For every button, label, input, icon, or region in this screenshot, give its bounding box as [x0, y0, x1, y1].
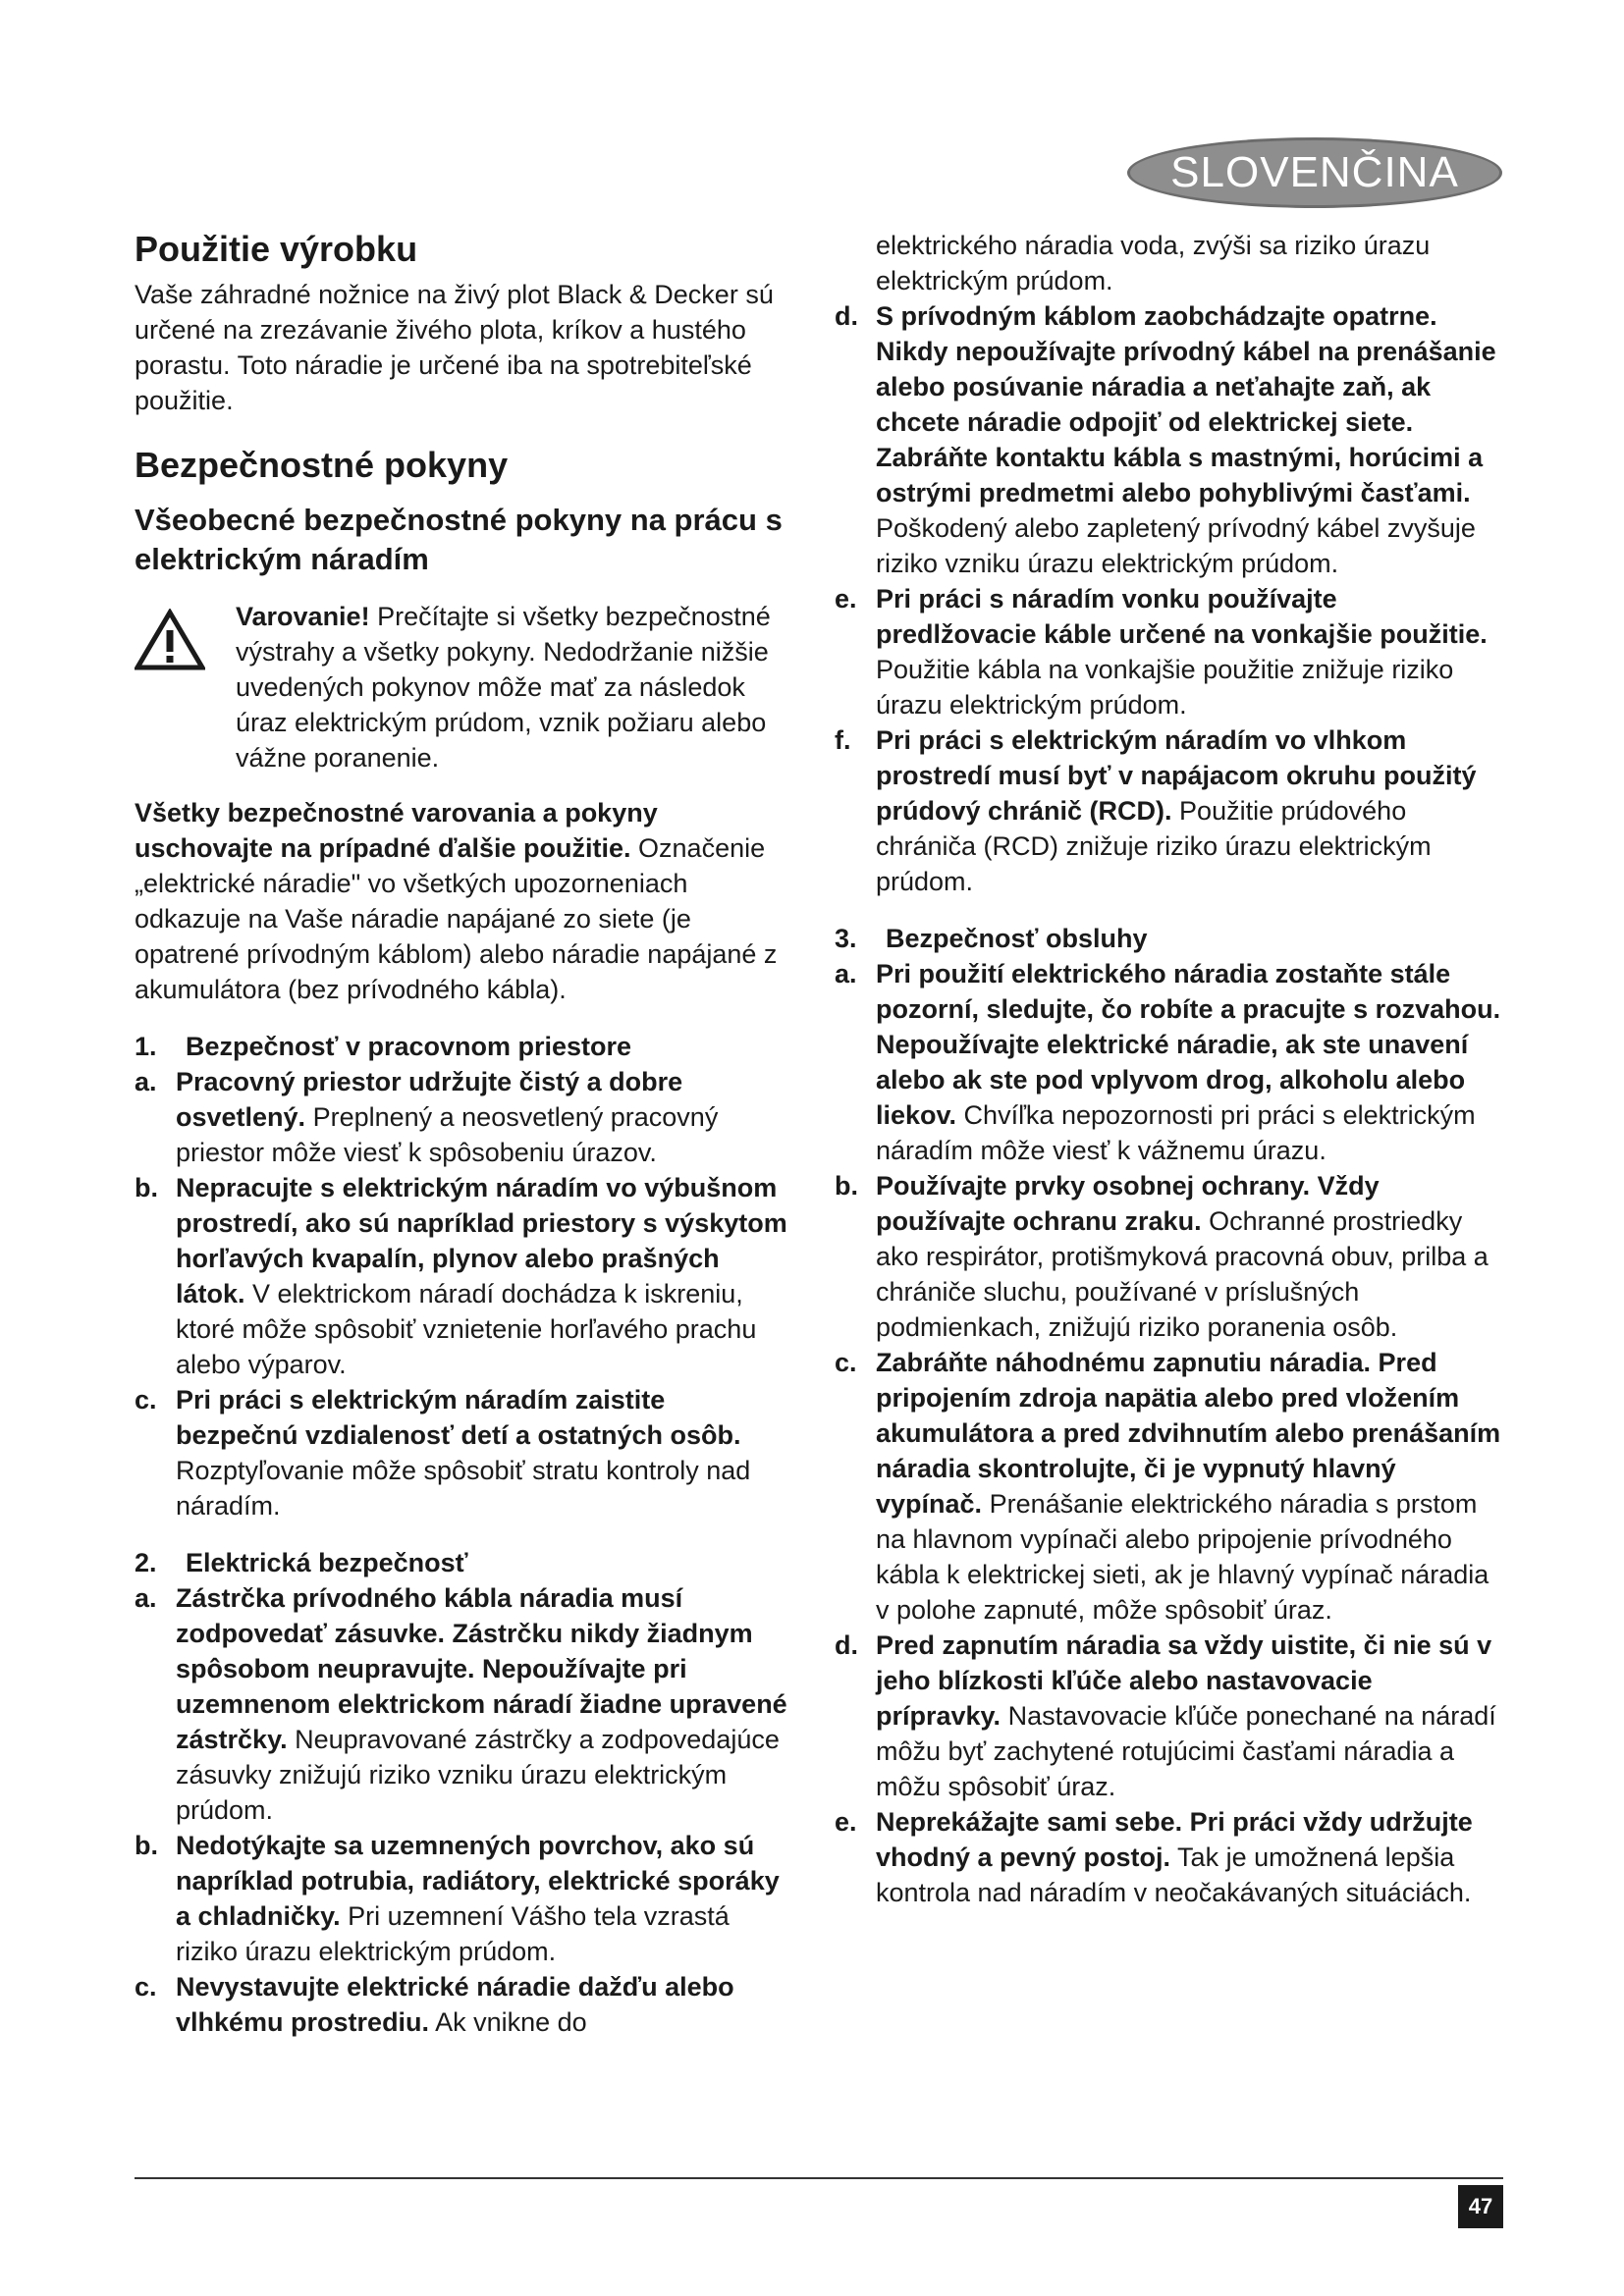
list-item: b. Nepracujte s elektrickým náradím vo výbušnom prostredí, ako sú napríklad priestory s výskytom horľavých kvapalín, plynov alebo prašných látok. V elektrickom náradí dochádza k iskreniu, ktoré môže spôsobiť vznietenie horľavého prachu alebo výparov.	[135, 1173, 787, 1379]
list-item: b. Používajte prvky osobnej ochrany. Vždy používajte ochranu zraku. Ochranné prostriedky ako respirátor, protišmyková pracovná obuv, prilba a chrániče sluchu, používané v príslušných podmienkach, znižujú riziko poranenia osôb.	[835, 1171, 1489, 1342]
list-item: c. Pri práci s elektrickým náradím zaistite bezpečnú vzdialenosť detí a ostatných osôb. Rozptyľovanie môže spôsobiť stratu kontroly nad náradím.	[135, 1385, 751, 1521]
list-item: a. Zástrčka prívodného kábla náradia musí zodpovedať zásuvke. Zástrčku nikdy žiadnym spôsobom neupravujte. Nepoužívajte pri uzemnenom elektrickom náradí žiadne upravené zástrčky. Neupravované zástrčky a zodpovedajúce zásuvky znižujú riziko vzniku úrazu elektrickým prúdom.	[135, 1583, 787, 1825]
safety-title: Bezpečnostné pokyny	[135, 445, 509, 485]
list-item: b. Nedotýkajte sa uzemnených povrchov, ako sú napríklad potrubia, radiátory, elektrické sporáky a chladničky. Pri uzemnení Vášho tela vzrastá riziko úrazu elektrickým prúdom.	[135, 1831, 780, 1966]
usage-title: Použitie výrobku	[135, 229, 418, 269]
list-item: d. S prívodným káblom zaobchádzajte opatrne. Nikdy nepoužívajte prívodný kábel na prenášanie alebo posúvanie náradia a neťahajte zaň, ak chcete náradie odpojiť od elektrickej siete. Zabráňte kontaktu kábla s mastnými, horúcimi a ostrými predmetmi alebo pohyblivými časťami. Poškodený alebo zapletený prívodný kábel zvyšuje riziko vzniku úrazu elektrickým prúdom.	[835, 301, 1496, 578]
page-number: 47	[1458, 2185, 1503, 2228]
continued-text: elektrického náradia voda, zvýši sa riziko úrazu elektrickým prúdom.	[876, 231, 1431, 295]
language-label: SLOVENČINA	[1170, 148, 1459, 196]
right-column	[835, 228, 1502, 1910]
list-item: a. Pracovný priestor udržujte čistý a dobre osvetlený. Preplnený a neosvetlený pracovný priestor môže viesť k spôsobeniu úrazov.	[135, 1067, 719, 1167]
list-item: a. Pri použití elektrického náradia zostaňte stále pozorní, sledujte, čo robíte a pracujte s rozvahou. Nepoužívajte elektrické náradie, ak ste unavení alebo ak ste pod vplyvom drog, alkoholu alebo liekov. Chvíľka nepozornosti pri práci s elektrickým náradím môže viesť k vážnemu úrazu.	[835, 959, 1501, 1165]
left-column	[135, 228, 792, 2040]
usage-text: Vaše záhradné nožnice na živý plot Black & Decker sú určené na zrezávanie živého plota, kríkov a hustého porastu. Toto náradie je určené iba na spotrebiteľské použitie.	[135, 280, 774, 415]
section-heading: 1. Bezpečnosť v pracovnom priestore	[135, 1032, 632, 1061]
list-item: f. Pri práci s elektrickým náradím vo vlhkom prostredí musí byť v napájacom okruhu použitý prúdový chránič (RCD). Použitie prúdového chrániča (RCD) znižuje riziko úrazu elektrickým prúdom.	[835, 725, 1477, 896]
list-item: c. Zabráňte náhodnému zapnutiu náradia. Pred pripojením zdroja napätia alebo pred vložením akumulátora a pred zdvihnutím alebo prenášaním náradia skontrolujte, či je vypnutý hlavný vypínač. Prenášanie elektrického náradia s prstom na hlavnom vypínači alebo pripojenie prívodného kábla k elektrickej sieti, ak je hlavný vypínač náradia v polohe zapnuté, môže spôsobiť úraz.	[835, 1348, 1501, 1625]
list-item: e. Pri práci s náradím vonku používajte predlžovacie káble určené na vonkajšie použitie. Použitie kábla na vonkajšie použitie znižuje riziko úrazu elektrickým prúdom.	[835, 584, 1488, 720]
general-safety-title: Všeobecné bezpečnostné pokyny na prácu s elektrickým náradím	[135, 503, 783, 576]
language-badge	[1127, 137, 1502, 208]
list-item: c. Nevystavujte elektrické náradie dažďu alebo vlhkému prostrediu. Ak vnikne do	[135, 1972, 734, 2037]
keep-instructions: Všetky bezpečnostné varovania a pokyny uschovajte na prípadné ďalšie použitie. Označenie „elektrické náradie" vo všetkých upozorneniach odkazuje na Vaše náradie napájané zo siete (je opatrené prívodným káblom) alebo náradie napájané z akumulátora (bez prívodného kábla).	[135, 798, 778, 1004]
section-heading: 3. Bezpečnosť obsluhy	[835, 924, 1148, 953]
warning-text: Varovanie! Prečítajte si všetky bezpečnostné výstrahy a všetky pokyny. Nedodržanie nižšie uvedených pokynov môže mať za následok úraz elektrickým prúdom, vznik požiaru alebo vážne poranenie.	[236, 602, 771, 773]
bottom-divider	[135, 2177, 1503, 2179]
list-item: d. Pred zapnutím náradia sa vždy uistite, či nie sú v jeho blízkosti kľúče alebo nastavovacie prípravky. Nastavovacie kľúče ponechané na náradí môžu byť zachytené rotujúcimi časťami náradia a môžu spôsobiť úraz.	[835, 1630, 1496, 1801]
warning-triangle-icon	[135, 599, 236, 775]
warning-block	[135, 599, 792, 775]
list-item: e. Neprekážajte sami sebe. Pri práci vždy udržujte vhodný a pevný postoj. Tak je umožnená lepšia kontrola nad náradím v neočakávaných situáciách.	[835, 1807, 1473, 1907]
section-heading: 2. Elektrická bezpečnosť	[135, 1548, 468, 1577]
